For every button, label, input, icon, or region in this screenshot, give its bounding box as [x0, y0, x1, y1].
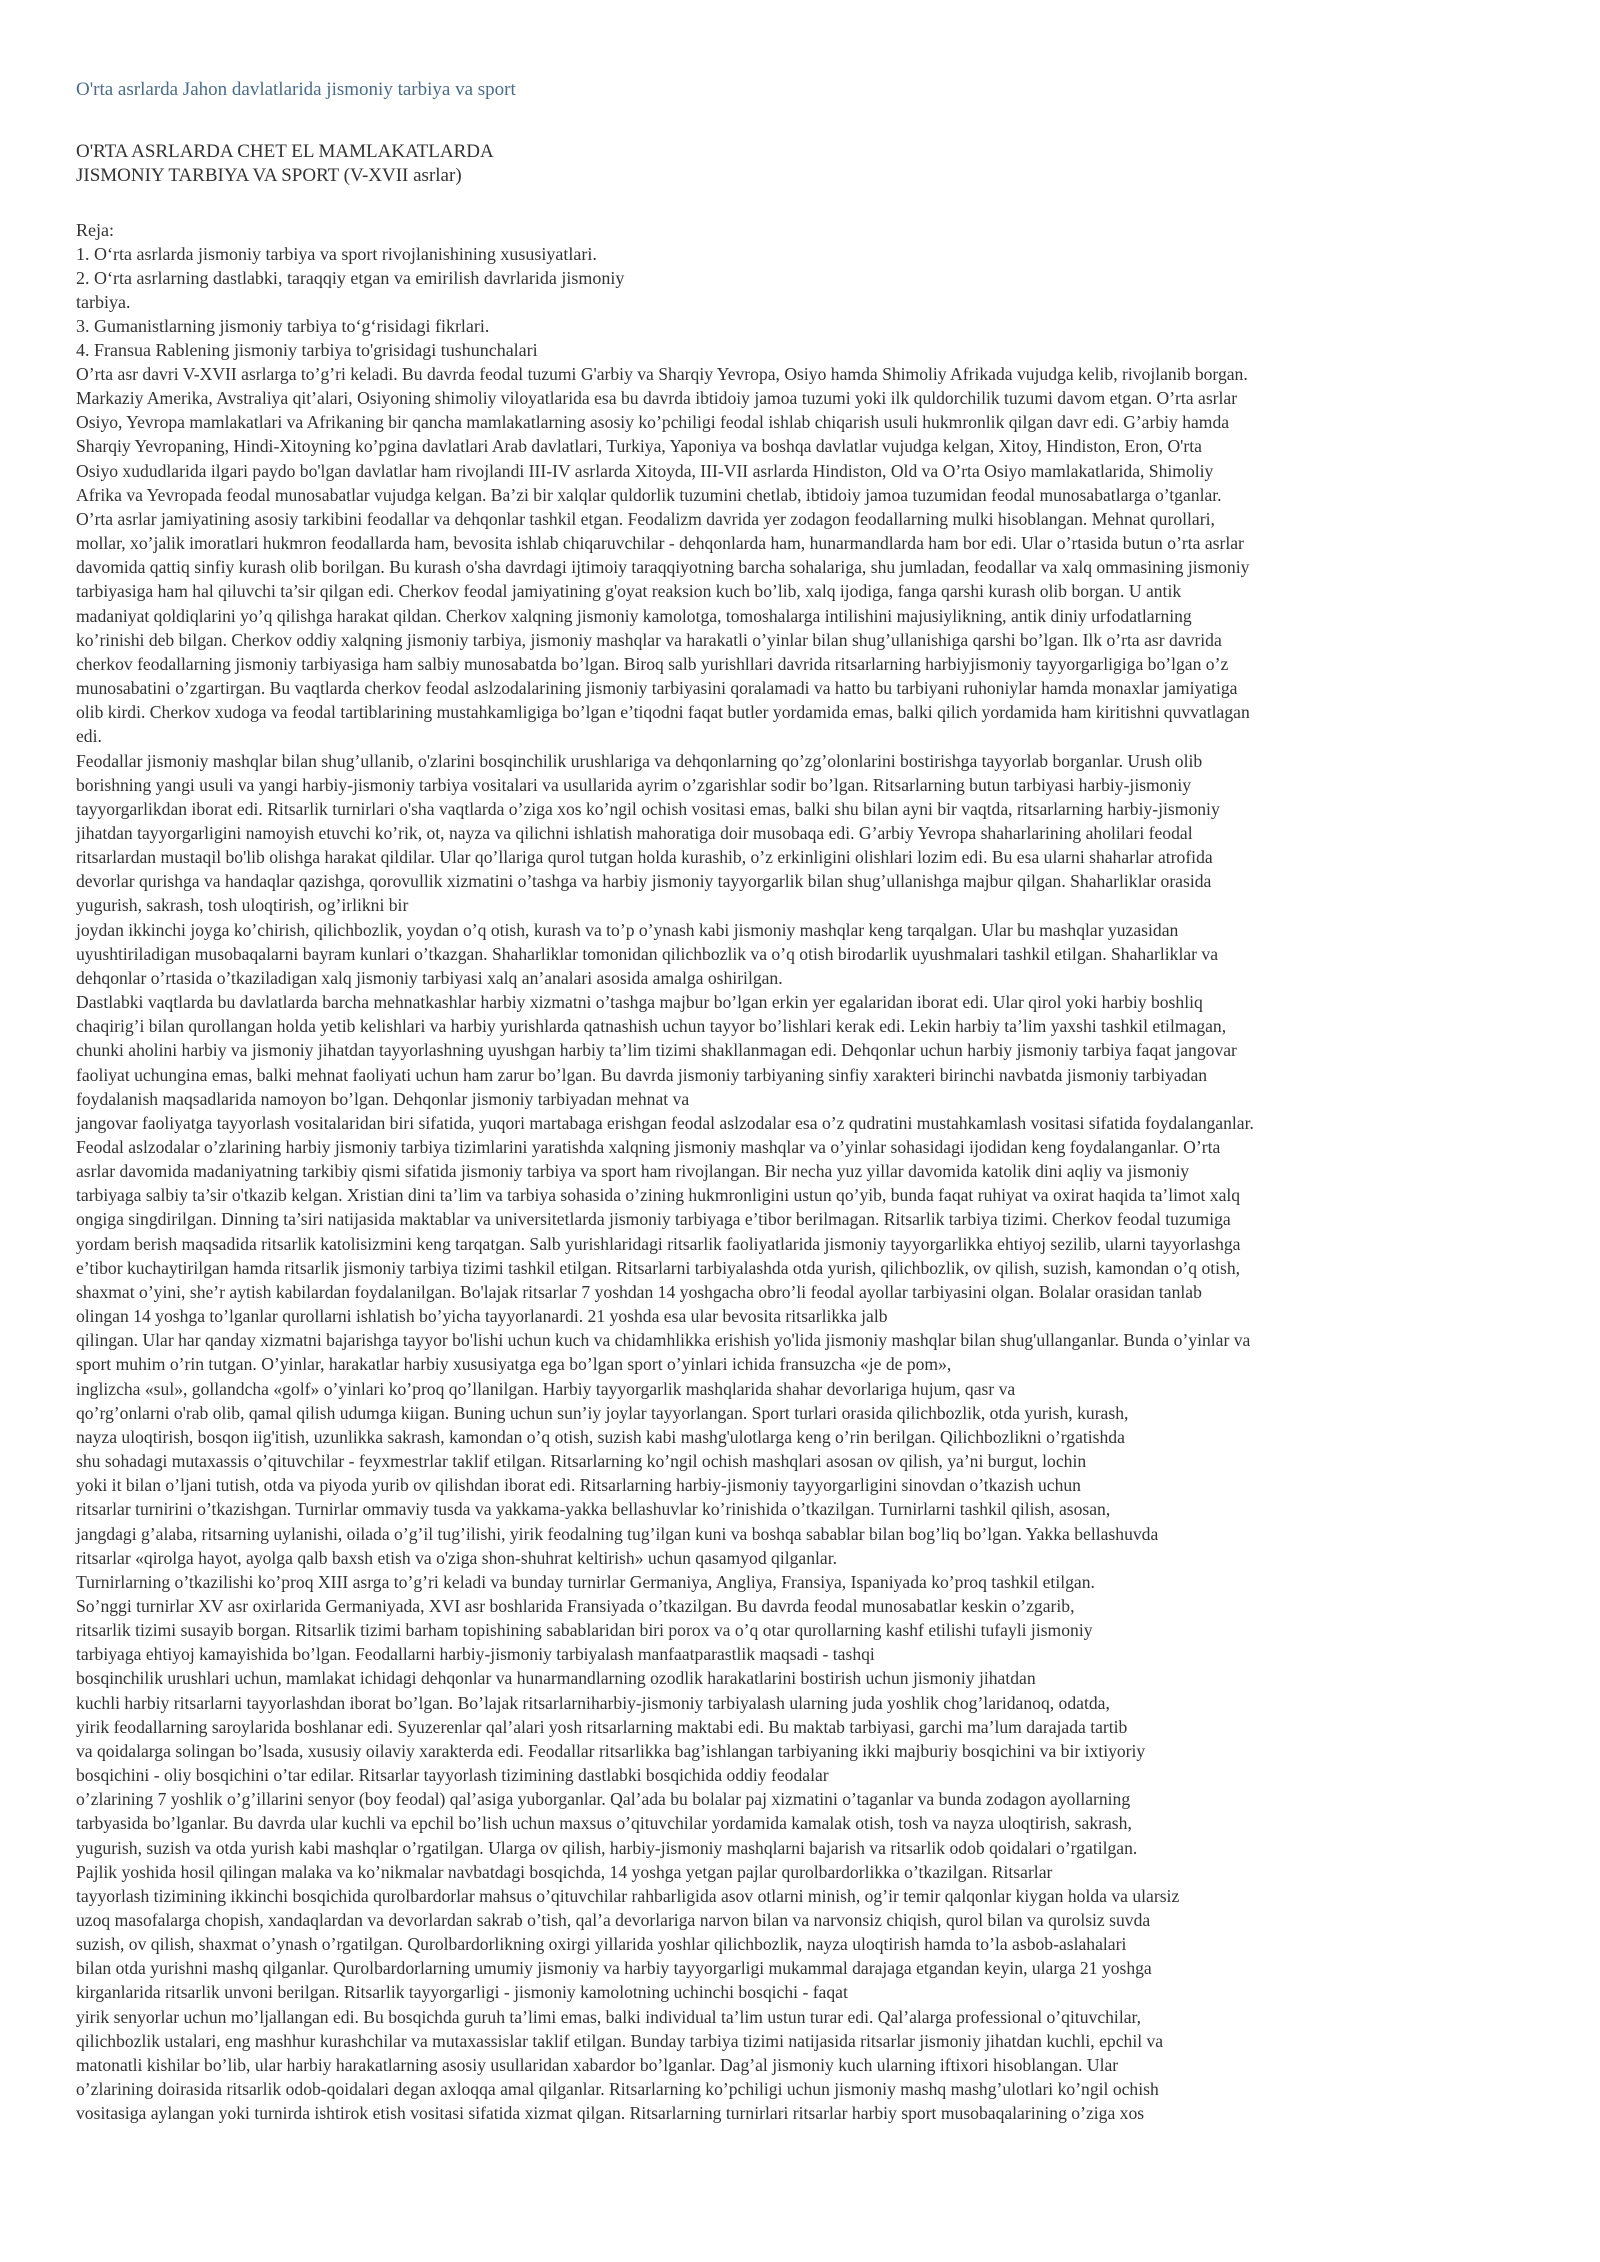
- body-line: bilan otda yurishni mashq qilganlar. Qurolbardorlarning umumiy jismoniy va harbiy tayyorgarligi mukammal darajaga etgandan keyin, ularga 21 yoshga: [76, 1958, 1152, 1979]
- body-line: Turnirlarning o’tkazilishi ko’proq XIII asrga to’g’ri keladi va bunday turnirlar Germaniya, Angliya, Fransiya, Ispaniyada ko’proq tashkil etilgan.: [76, 1571, 1095, 1592]
- body-line: nayza uloqtirish, bosqon iig'itish, uzunlikka sakrash, kamondan o’q otish, suzish kabi mashg'ulotlarga keng o’rin berilgan. Qilichbozlikni o’rgatishda: [76, 1426, 1125, 1447]
- body-line: dehqonlar o’rtasida o’tkaziladigan xalq jismoniy tarbiyasi xalq an’analari asosida amalga oshirilgan.: [76, 967, 783, 988]
- plan-item: tarbiya.: [76, 292, 131, 312]
- body-line: yugurish, sakrash, tosh uloqtirish, og’irlikni bir: [76, 895, 409, 916]
- document-heading: [76, 140, 1544, 188]
- body-line: matonatli kishilar bo’lib, ular harbiy harakatlarning asosiy usullaridan xabardor bo’lganlar. Dag’al jismoniy kuch ularning iftixori hisoblangan. Ular: [76, 2054, 1119, 2075]
- body-line: Markaziy Amerika, Avstraliya qit’alari, Osiyoning shimoliy viloyatlarida esa bu davrda ibtidoiy jamoa tuzumi yoki ilk quldorchilik tuzumi davom etgan. O’rta asrlar: [76, 388, 1238, 409]
- body-line: edi.: [76, 726, 102, 747]
- body-line: Feodal aslzodalar o’zlarining harbiy jismoniy tarbiya tizimlarini yaratishda xalqning jismoniy mashqlar va o’yinlar sohasidagi ijodidan keng foydalanganlar. O’rta: [76, 1137, 1221, 1157]
- body-line: Osiyo xududlarida ilgari paydo bo'lgan davlatlar ham rivojlandi III-IV asrlarda Xitoyda, III-VII asrlarda Hindiston, Old va O’rta Osiyo mamlakatlarida, Shimoliy: [76, 460, 1214, 481]
- body-line: Pajlik yoshida hosil qilingan malaka va ko’nikmalar navbatdagi bosqichda, 14 yoshga yetgan pajlar qurolbardorlikka o’tkazilgan. Ritsarlar: [76, 1861, 1053, 1882]
- body-line: ritsarlar «qirolga hayot, ayolga qalb baxsh etish va o'ziga shon-shuhrat keltirish» uchun qasamyod qilganlar.: [76, 1547, 837, 1568]
- body-line: bosqichini - oliy bosqichini o’tar edilar. Ritsarlar tayyorlash tizimining dastlabki bosqichida oddiy feodalar: [76, 1765, 829, 1786]
- body-line: O’rta asrlar jamiyatining asosiy tarkibini feodallar va dehqonlar tashkil etgan. Feodalizm davrida yer zodagon feodallarning mulki hisoblangan. Mehnat qurollari,: [76, 508, 1215, 529]
- body-line: madaniyat qoldiqlarini yo’q qilishga harakat qildan. Cherkov xalqning jismoniy kamolotga, tomoshalarga intilishini majusiylikning, antik diniy urfodatlarning: [76, 605, 1192, 626]
- body-line: O’rta asr davri V-XVII asrlarga to’g’ri keladi. Bu davrda feodal tuzumi G'arbiy va Sharqiy Yevropa, Osiyo hamda Shimoliy Afrikada vujudga kelib, rivojlanib borgan.: [76, 364, 1248, 384]
- body-line: e’tibor kuchaytirilgan hamda ritsarlik jismoniy tarbiya tizimi tashkil etilgan. Ritsarlarni tarbiyalashda otda yurish, qilichbozlik, ov qilish, suzish, kamondan o’q otish,: [76, 1257, 1241, 1278]
- body-line: foydalanish maqsadlarida namoyon bo’lgan. Dehqonlar jismoniy tarbiyadan mehnat va: [76, 1088, 690, 1109]
- body-line: munosabatini o’zgartirgan. Bu vaqtlarda cherkov feodal aslzodalarining jismoniy tarbiyasini qoralamadi va hatto bu tarbiyani ruhoniylar hamda monaxlar jamiyatiga: [76, 678, 1238, 699]
- document-link-title[interactable]: O'rta asrlarda Jahon davlatlarida jismoniy tarbiya va sport: [76, 79, 516, 100]
- body-line: ko’rinishi deb bilgan. Cherkov oddiy xalqning jismoniy tarbiya, jismoniy mashqlar va harakatli o’yinlar bilan shug’ullanishiga qarshi bo’lgan. Ilk o’rta asr davrida: [76, 629, 1222, 650]
- body-line: qilingan. Ular har qanday xizmatni bajarishga tayyor bo'lishi uchun kuch va chidamhlikka erishish yo'lida jismoniy mashqlar bilan shug'ullanganlar. Bunda o’yinlar va: [76, 1330, 1251, 1351]
- heading-line: JISMONIY TARBIYA VA SPORT (V-XVII asrlar): [76, 165, 462, 186]
- plan-item: 1. O‘rta asrlarda jismoniy tarbiya va sport rivojlanishining xususiyatlari.: [76, 244, 597, 264]
- body-line: va qoidalarga solingan bo’lsada, xususiy oilaviy xarakterda edi. Feodallar ritsarlikka bag’ishlangan tarbiyaning ikki majburiy bosqichini va bir ixtiyoriy: [76, 1740, 1146, 1761]
- body-line: So’nggi turnirlar XV asr oxirlarida Germaniyada, XVI asr boshlarida Fransiyada o’tkazilgan. Bu davrda feodal munosabatlar keskin o’zgarib,: [76, 1595, 1075, 1616]
- plan-section: [76, 218, 1544, 362]
- body-line: sport muhim o’rin tutgan. O’yinlar, harakatlar harbiy xususiyatga ega bo’lgan sport o’yinlari ichida fransuzcha «je de pom»,: [76, 1354, 952, 1375]
- body-line: asrlar davomida madaniyatning tarkibiy qismi sifatida jismoniy tarbiya va sport ham rivojlangan. Bir necha yuz yillar davomida katolik dini aqliy va jismoniy: [76, 1161, 1190, 1182]
- body-line: yugurish, suzish va otda yurish kabi mashqlar o’rgatilgan. Ularga ov qilish, harbiy-jismoniy mashqlarni bajarish va ritsarlik odob qoidalari o’rgatilgan.: [76, 1837, 1138, 1858]
- body-line: kirganlarida ritsarlik unvoni berilgan. Ritsarlik tayyorgarligi - jismoniy kamolotning uchinchi bosqichi - faqat: [76, 1982, 848, 2003]
- body-line: borishning yangi usuli va yangi harbiy-jismoniy tarbiya vositalari va usullarida ayrim o’zgarishlar sodir bo’lgan. Ritsarlarning butun tarbiyasi harbiy-jismoniy: [76, 774, 1192, 795]
- body-line: olib kirdi. Cherkov xudoga va feodal tartiblarining mustahkamligiga bo’lgan e’tiqodni faqat butler yordamida emas, balki qilich yordamida ham kiritishni quvvatlagan: [76, 702, 1250, 723]
- body-line: chunki aholini harbiy va jismoniy jihatdan tayyorlashning uyushgan harbiy ta’lim tizimi shakllanmagan edi. Dehqonlar uchun harbiy jismoniy tarbiya faqat jangovar: [76, 1040, 1237, 1061]
- body-line: shu sohadagi mutaxassis o’qituvchilar - feyxmestrlar taklif etilgan. Ritsarlarning ko’ngil ochish mashqlari asosan ov qilish, ya’ni burgut, lochin: [76, 1451, 1087, 1472]
- body-line: jangovar faoliyatga tayyorlash vositalaridan biri sifatida, yuqori martabaga erishgan feodal aslzodalar esa o’z qudratini mustahkamlash vositasi sifatida foydalanganlar.: [76, 1112, 1254, 1133]
- body-line: kuchli harbiy ritsarlarni tayyorlashdan iborat bo’lgan. Bo’lajak ritsarlarniharbiy-jismoniy tarbiyalash ularning juda yoshlik chog’laridanoq, odatda,: [76, 1692, 1110, 1713]
- plan-item: 2. O‘rta asrlarning dastlabki, taraqqiy etgan va emirilish davrlarida jismoniy: [76, 268, 625, 288]
- body-line: ritsarlar turnirini o’tkazishgan. Turnirlar ommaviy tusda va yakkama-yakka bellashuvlar ko’rinishida o’tkazilgan. Turnirlarni tashkil qilish, asosan,: [76, 1499, 1111, 1520]
- body-line: qilichbozlik ustalari, eng mashhur kurashchilar va mutaxassislar taklif etilgan. Bunday tarbiya tizimi natijasida ritsarlar jismoniy jihatdan kuchli, epchil va: [76, 2030, 1164, 2051]
- body-line: jihatdan tayyorgarligini namoyish etuvchi ko’rik, ot, nayza va qilichni ishlatish mahoratiga doir musobaqa edi. G’arbiy Yevropa shaharlarining aholilari feodal: [76, 822, 1193, 843]
- body-line: tarbiyasiga ham hal qiluvchi ta’sir qilgan edi. Cherkov feodal jamiyatining g'oyat reaksion kuch bo’lib, xalq ijodiga, fanga qarshi kurash olib borgan. U antik: [76, 581, 1182, 602]
- body-line: yordam berish maqsadida ritsarlik katolisizmini keng tarqatgan. Salb yurishlaridagi ritsarlik faoliyatlarida jismoniy tayyorgarlikka ehtiyoj sezilib, ularni tayyorlashga: [76, 1233, 1241, 1254]
- body-line: tayyorgarlikdan iborat edi. Ritsarlik turnirlari o'sha vaqtlarda o’ziga xos ko’ngil ochish vositasi emas, balki shu bilan ayni bir vaqtda, ritsarlarning harbiy-jismoniy: [76, 798, 1220, 819]
- body-line: mollar, xo’jalik imoratlari hukmron feodallarda ham, bevosita ishlab chiqaruvchilar - dehqonlarda ham, hunarmandlarda ham bor edi. Ular o’rtasida butun o’rta asrlar: [76, 533, 1244, 554]
- heading-line: O'RTA ASRLARDA CHET EL MAMLAKATLARDA: [76, 141, 494, 162]
- body-line: ritsarlik tizimi susayib borgan. Ritsarlik tizimi barham topishining sabablaridan biri porox va o’q otar qurollarning kashf etilishi tufayli jismoniy: [76, 1620, 1093, 1641]
- body-line: suzish, ov qilish, shaxmat o’ynash o’rgatilgan. Qurolbardorlikning oxirgi yillarida yoshlar qilichbozlik, nayza uloqtirish hamda to’la asbob-aslahalari: [76, 1934, 1127, 1955]
- body-line: davomida qattiq sinfiy kurash olib borilgan. Bu kurash o'sha davrdagi ijtimoiy taraqqiyotning barcha sohalariga, shu jumladan, feodallar va xalq ommasining jismoniy: [76, 557, 1250, 578]
- body-line: uyushtiriladigan musobaqalarni bayram kunlari o’tkazgan. Shaharliklar tomonidan qilichbozlik va o’q otish birodarlik uyushmalari tashkil etilgan. Shaharliklar va: [76, 943, 1219, 964]
- body-line: o’zlarining doirasida ritsarlik odob-qoidalari degan axloqqa amal qilganlar. Ritsarlarning ko’pchiligi uchun jismoniy mashq mashg’ulotlari ko’ngil ochish: [76, 2079, 1159, 2100]
- body-line: tayyorlash tizimining ikkinchi bosqichida qurolbardorlar mahsus o’qituvchilar rahbarligida asov otlarni minish, og’ir temir qalqonlar kiygan holda va ularsiz: [76, 1885, 1180, 1906]
- body-line: o’zlarining 7 yoshlik o’g’illarini senyor (boy feodal) qal’asiga yuborganlar. Qal’ada bu bolalar paj xizmatini o’taganlar va bunda zodagon ayollarning: [76, 1789, 1131, 1810]
- body-line: tarbiyaga salbiy ta’sir o'tkazib kelgan. Xristian dini ta’lim va tarbiya sohasida o’zining hukmronligini ustun qo’yib, bunda faqat ruhiyat va oxirat haqida ta’limot xalq: [76, 1185, 1241, 1206]
- body-text: [76, 362, 1544, 2125]
- body-line: jangdagi g’alaba, ritsarning uylanishi, oilada o’g’il tug’ilishi, yirik feodalning tug’ilgan kuni va boshqa sabablar bilan bog’liq bo’lgan. Yakka bellashuvda: [76, 1523, 1159, 1544]
- plan-heading: Reja:: [76, 220, 114, 240]
- body-line: Feodallar jismoniy mashqlar bilan shug’ullanib, o'zlarini bosqinchilik urushlariga va dehqonlarning qo’zg’olonlarini bostirishga tayyorlab borganlar. Urush olib: [76, 750, 1203, 771]
- body-line: Osiyo, Yevropa mamlakatlari va Afrikaning bir qancha mamlakatlarning asosiy ko’pchiligi feodal ishlab chiqarish usuli hukmronlik qilgan davr edi. G’arbiy hamda: [76, 412, 1230, 433]
- body-line: ritsarlardan mustaqil bo'lib olishga harakat qildilar. Ular qo’llariga qurol tutgan holda kurashib, o’z erkinligini olishlari lozim edi. Bu esa ularni shaharlar atrofida: [76, 847, 1213, 868]
- body-line: inglizcha «sul», gollandcha «golf» o’yinlari ko’proq qo’llanilgan. Harbiy tayyorgarlik mashqlarida shahar devorlariga hujum, qasr va: [76, 1378, 1016, 1399]
- body-line: yirik senyorlar uchun mo’ljallangan edi. Bu bosqichda guruh ta’limi emas, balki individual ta’lim ustun turar edi. Qal’alarga professional o’qituvchilar,: [76, 2006, 1142, 2027]
- plan-item: 3. Gumanistlarning jismoniy tarbiya to‘g‘risidagi fikrlari.: [76, 316, 490, 336]
- body-line: bosqinchilik urushlari uchun, mamlakat ichidagi dehqonlar va hunarmandlarning ozodlik harakatlarini bostirish uchun jismoniy jihatdan: [76, 1668, 1036, 1689]
- body-line: ongiga singdirilgan. Dinning ta’siri natijasida maktablar va universitetlarda jismoniy tarbiyaga e’tibor berilmagan. Ritsarlik tarbiya tizimi. Cherkov feodal tuzumiga: [76, 1209, 1231, 1230]
- plan-item: 4. Fransua Rablening jismoniy tarbiya to'grisidagi tushunchalari: [76, 340, 538, 360]
- body-line: Sharqiy Yevropaning, Hindi-Xitoyning ko’pgina davlatlari Arab davlatlari, Turkiya, Yaponiya va boshqa davlatlar vujudga kelgan, Xitoy, Hindiston, Eron, O'rta: [76, 436, 1202, 457]
- plan-list: [76, 242, 1544, 362]
- body-line: devorlar qurishga va handaqlar qazishga, qorovullik xizmatini o’tashga va harbiy jismoniy tayyorgarlik bilan shug’ullanishga majbur qilgan. Shaharliklar orasida: [76, 871, 1212, 892]
- body-line: qo’rg’onlarni o'rab olib, qamal qilish udumga kiigan. Buning uchun sun’iy joylar tayyorlangan. Sport turlari orasida qilichbozlik, otda yurish, kurash,: [76, 1402, 1129, 1423]
- body-line: chaqirig’i bilan qurollangan holda yetib kelishlari va harbiy yurishlarda qatnashish uchun tayyor bo’lishlari kerak edi. Lekin harbiy ta’lim yaxshi tashkil etilmagan,: [76, 1016, 1227, 1037]
- body-line: tarbyasida bo’lganlar. Bu davrda ular kuchli va epchil bo’lish uchun maxsus o’qituvchilar yordamida kamalak otish, tosh va nayza uloqtirish, sakrash,: [76, 1813, 1132, 1834]
- body-line: faoliyat uchungina emas, balki mehnat faoliyati uchun ham zarur bo’lgan. Bu davrda jismoniy tarbiyaning sinfiy xarakteri birinchi navbatda jismoniy tarbiyadan: [76, 1064, 1208, 1085]
- body-line: Dastlabki vaqtlarda bu davlatlarda barcha mehnatkashlar harbiy xizmatni o’tashga majbur bo’lgan erkin yer egalaridan iborat edi. Ular qirol yoki harbiy boshliq: [76, 992, 1203, 1013]
- body-line: shaxmat o’yini, she’r aytish kabilardan foydalanilgan. Bo'lajak ritsarlar 7 yoshdan 14 yoshgacha obro’li feodal ayollar tarbiyasini olgan. Bolalar orasidan tanlab: [76, 1281, 1202, 1302]
- body-line: cherkov feodallarning jismoniy tarbiyasiga ham salbiy munosabatda bo’lgan. Biroq salb yurishllari davrida ritsarlarning harbiyjismoniy tayyorgarligiga bo’lgan o’z: [76, 653, 1229, 674]
- body-line: yoki it bilan o’ljani tutish, otda va piyoda yurib ov qilishdan iborat edi. Ritsarlarning harbiy-jismoniy tayyorgarligini sinovdan o’tkazish uchun: [76, 1475, 1081, 1496]
- body-line: olingan 14 yoshga to’lganlar qurollarni ishlatish bo’yicha tayyorlanardi. 21 yoshda esa ular bevosita ritsarlikka jalb: [76, 1306, 888, 1327]
- body-line: tarbiyaga ehtiyoj kamayishida bo’lgan. Feodallarni harbiy-jismoniy tarbiyalash manfaatparastlik maqsadi - tashqi: [76, 1644, 875, 1665]
- body-line: joydan ikkinchi joyga ko’chirish, qilichbozlik, yoydan o’q otish, kurash va to’p o’ynash kabi jismoniy mashqlar keng tarqalgan. Ular bu mashqlar yuzasidan: [76, 919, 1179, 940]
- body-line: Afrika va Yevropada feodal munosabatlar vujudga kelgan. Ba’zi bir xalqlar quldorlik tuzumini chetlab, ibtidoiy jamoa tuzumidan feodal munosabatlarga o’tganlar.: [76, 484, 1222, 505]
- body-line: vositasiga aylangan yoki turnirda ishtirok etish vositasi sifatida xizmat qilgan. Ritsarlarning turnirlari ritsarlar harbiy sport musobaqalarining o’ziga xos: [76, 2103, 1145, 2124]
- body-line: yirik feodallarning saroylarida boshlanar edi. Syuzerenlar qal’alari yosh ritsarlarning maktabi edi. Bu maktab tarbiyasi, garchi ma’lum darajada tartib: [76, 1716, 1128, 1737]
- body-line: uzoq masofalarga chopish, xandaqlardan va devorlardan sakrab o’tish, qal’a devorlariga narvon bilan va narvonsiz chiqish, qurol bilan va qurolsiz suvda: [76, 1910, 1151, 1930]
